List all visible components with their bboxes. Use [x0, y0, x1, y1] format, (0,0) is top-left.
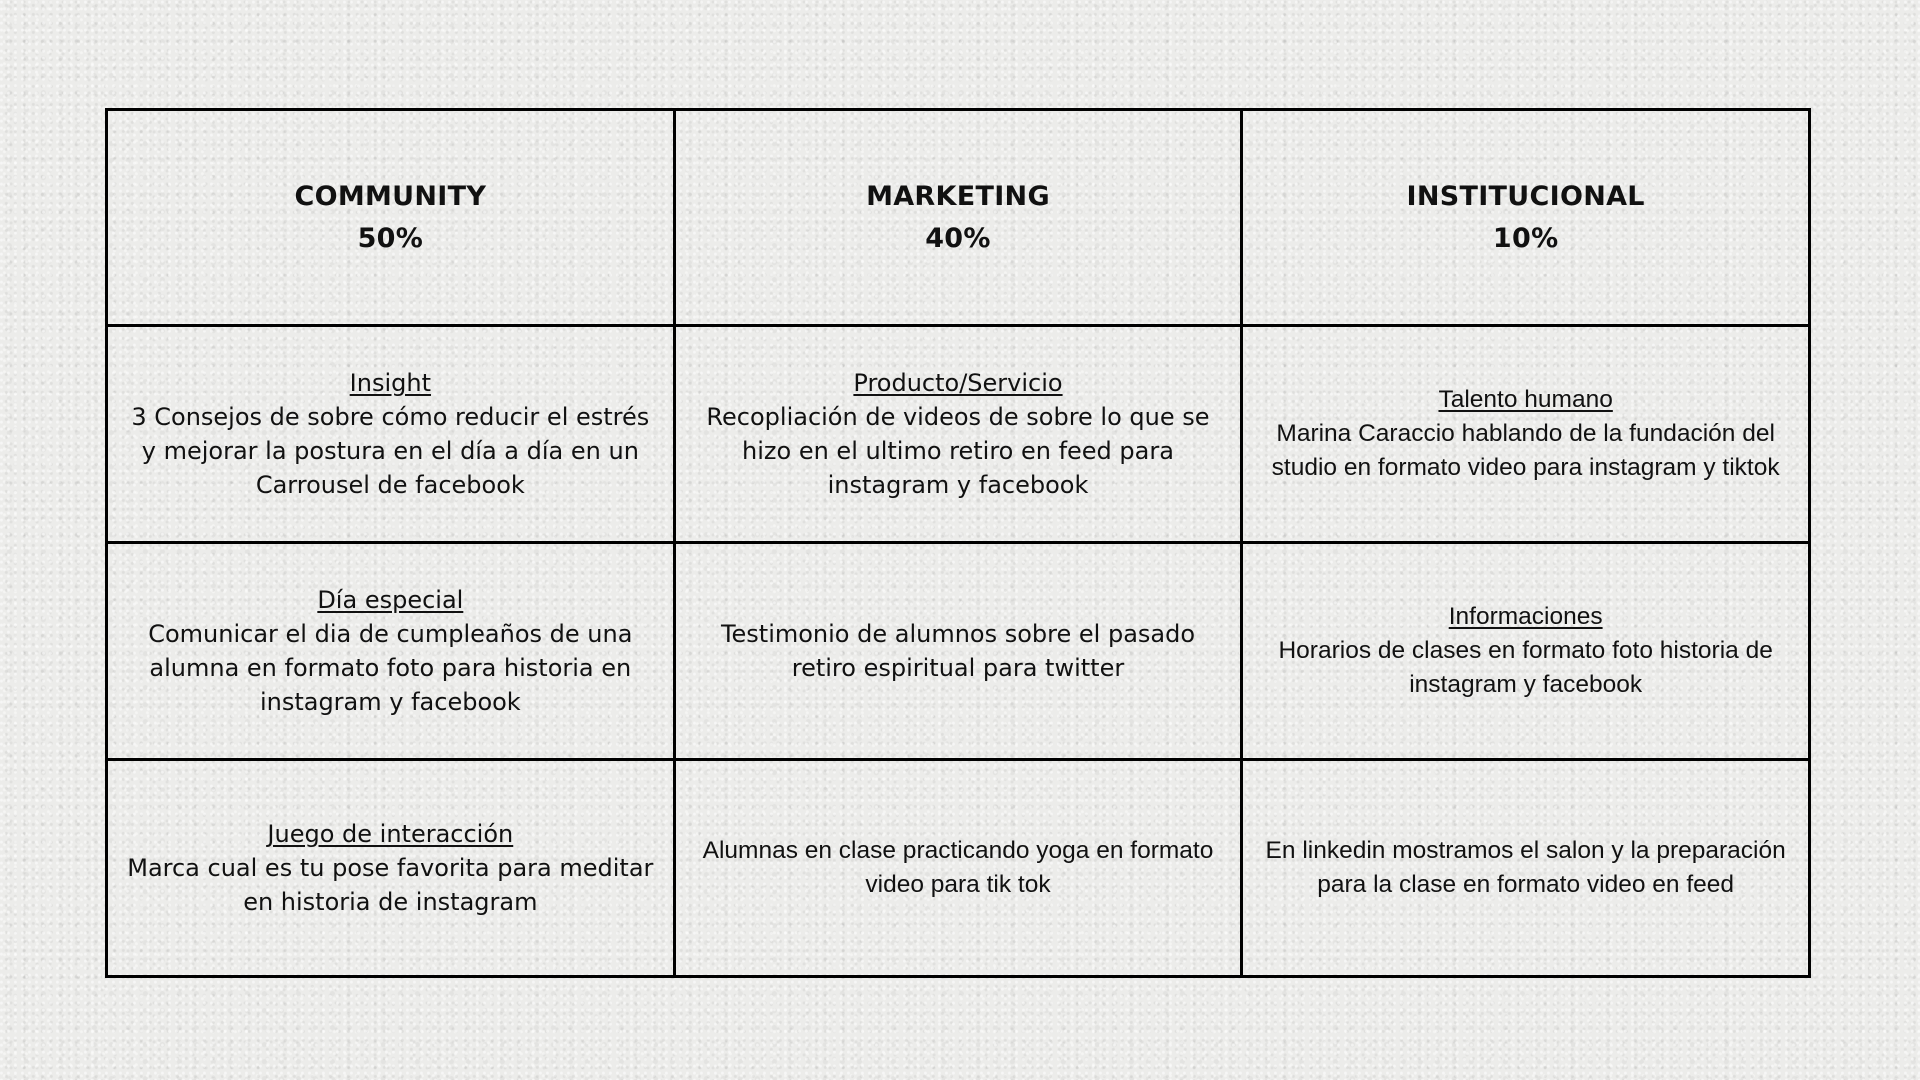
header-institucional	[1242, 110, 1810, 326]
header-marketing	[674, 110, 1242, 326]
cell-title: Insight	[349, 369, 431, 397]
table-cell	[107, 326, 675, 543]
cell-text: Comunicar el dia de cumpleaños de una alumna en formato foto para historia en instagram y facebook	[148, 620, 633, 716]
table-row	[107, 760, 1810, 977]
column-percent: 50%	[357, 222, 424, 254]
cell-text: Horarios de clases en formato foto historia de instagram y facebook	[1278, 637, 1773, 698]
table-cell	[674, 543, 1242, 760]
cell-title: Juego de interacción	[267, 820, 514, 848]
table-cell	[1242, 543, 1810, 760]
column-percent: 40%	[925, 222, 991, 254]
header-community	[107, 110, 675, 326]
cell-text: 3 Consejos de sobre cómo reducir el estrés y mejorar la postura en el día a día en un Carrousel de facebook	[131, 403, 650, 499]
table-header-row	[107, 110, 1810, 326]
cell-text: Marca cual es tu pose favorita para meditar en historia de instagram	[127, 854, 654, 916]
column-title: COMMUNITY	[294, 180, 487, 212]
column-title: INSTITUCIONAL	[1406, 180, 1645, 212]
table-row	[107, 326, 1810, 543]
table-cell	[1242, 326, 1810, 543]
cell-title: Informaciones	[1448, 603, 1603, 630]
table-cell	[674, 326, 1242, 543]
column-title: MARKETING	[866, 180, 1050, 212]
column-percent: 10%	[1492, 222, 1559, 254]
cell-title: Talento humano	[1438, 386, 1613, 413]
table-cell	[674, 760, 1242, 977]
cell-text: En linkedin mostramos el salon y la preparación para la clase en formato video en feed	[1265, 837, 1786, 898]
cell-title: Producto/Servicio	[853, 369, 1063, 397]
cell-text: Recopliación de videos de sobre lo que se hizo en el ultimo retiro en feed para instagram y facebook	[706, 403, 1210, 499]
cell-title: Día especial	[317, 586, 464, 614]
cell-text: Marina Caraccio hablando de la fundación del studio en formato video para instagram y tiktok	[1271, 420, 1780, 481]
cell-text: Alumnas en clase practicando yoga en formato video para tik tok	[702, 837, 1214, 898]
cell-text: Testimonio de alumnos sobre el pasado retiro espiritual para twitter	[720, 620, 1196, 682]
table-cell	[1242, 760, 1810, 977]
table-row	[107, 543, 1810, 760]
table-cell	[107, 760, 675, 977]
content-strategy-table	[105, 108, 1811, 978]
table-cell	[107, 543, 675, 760]
